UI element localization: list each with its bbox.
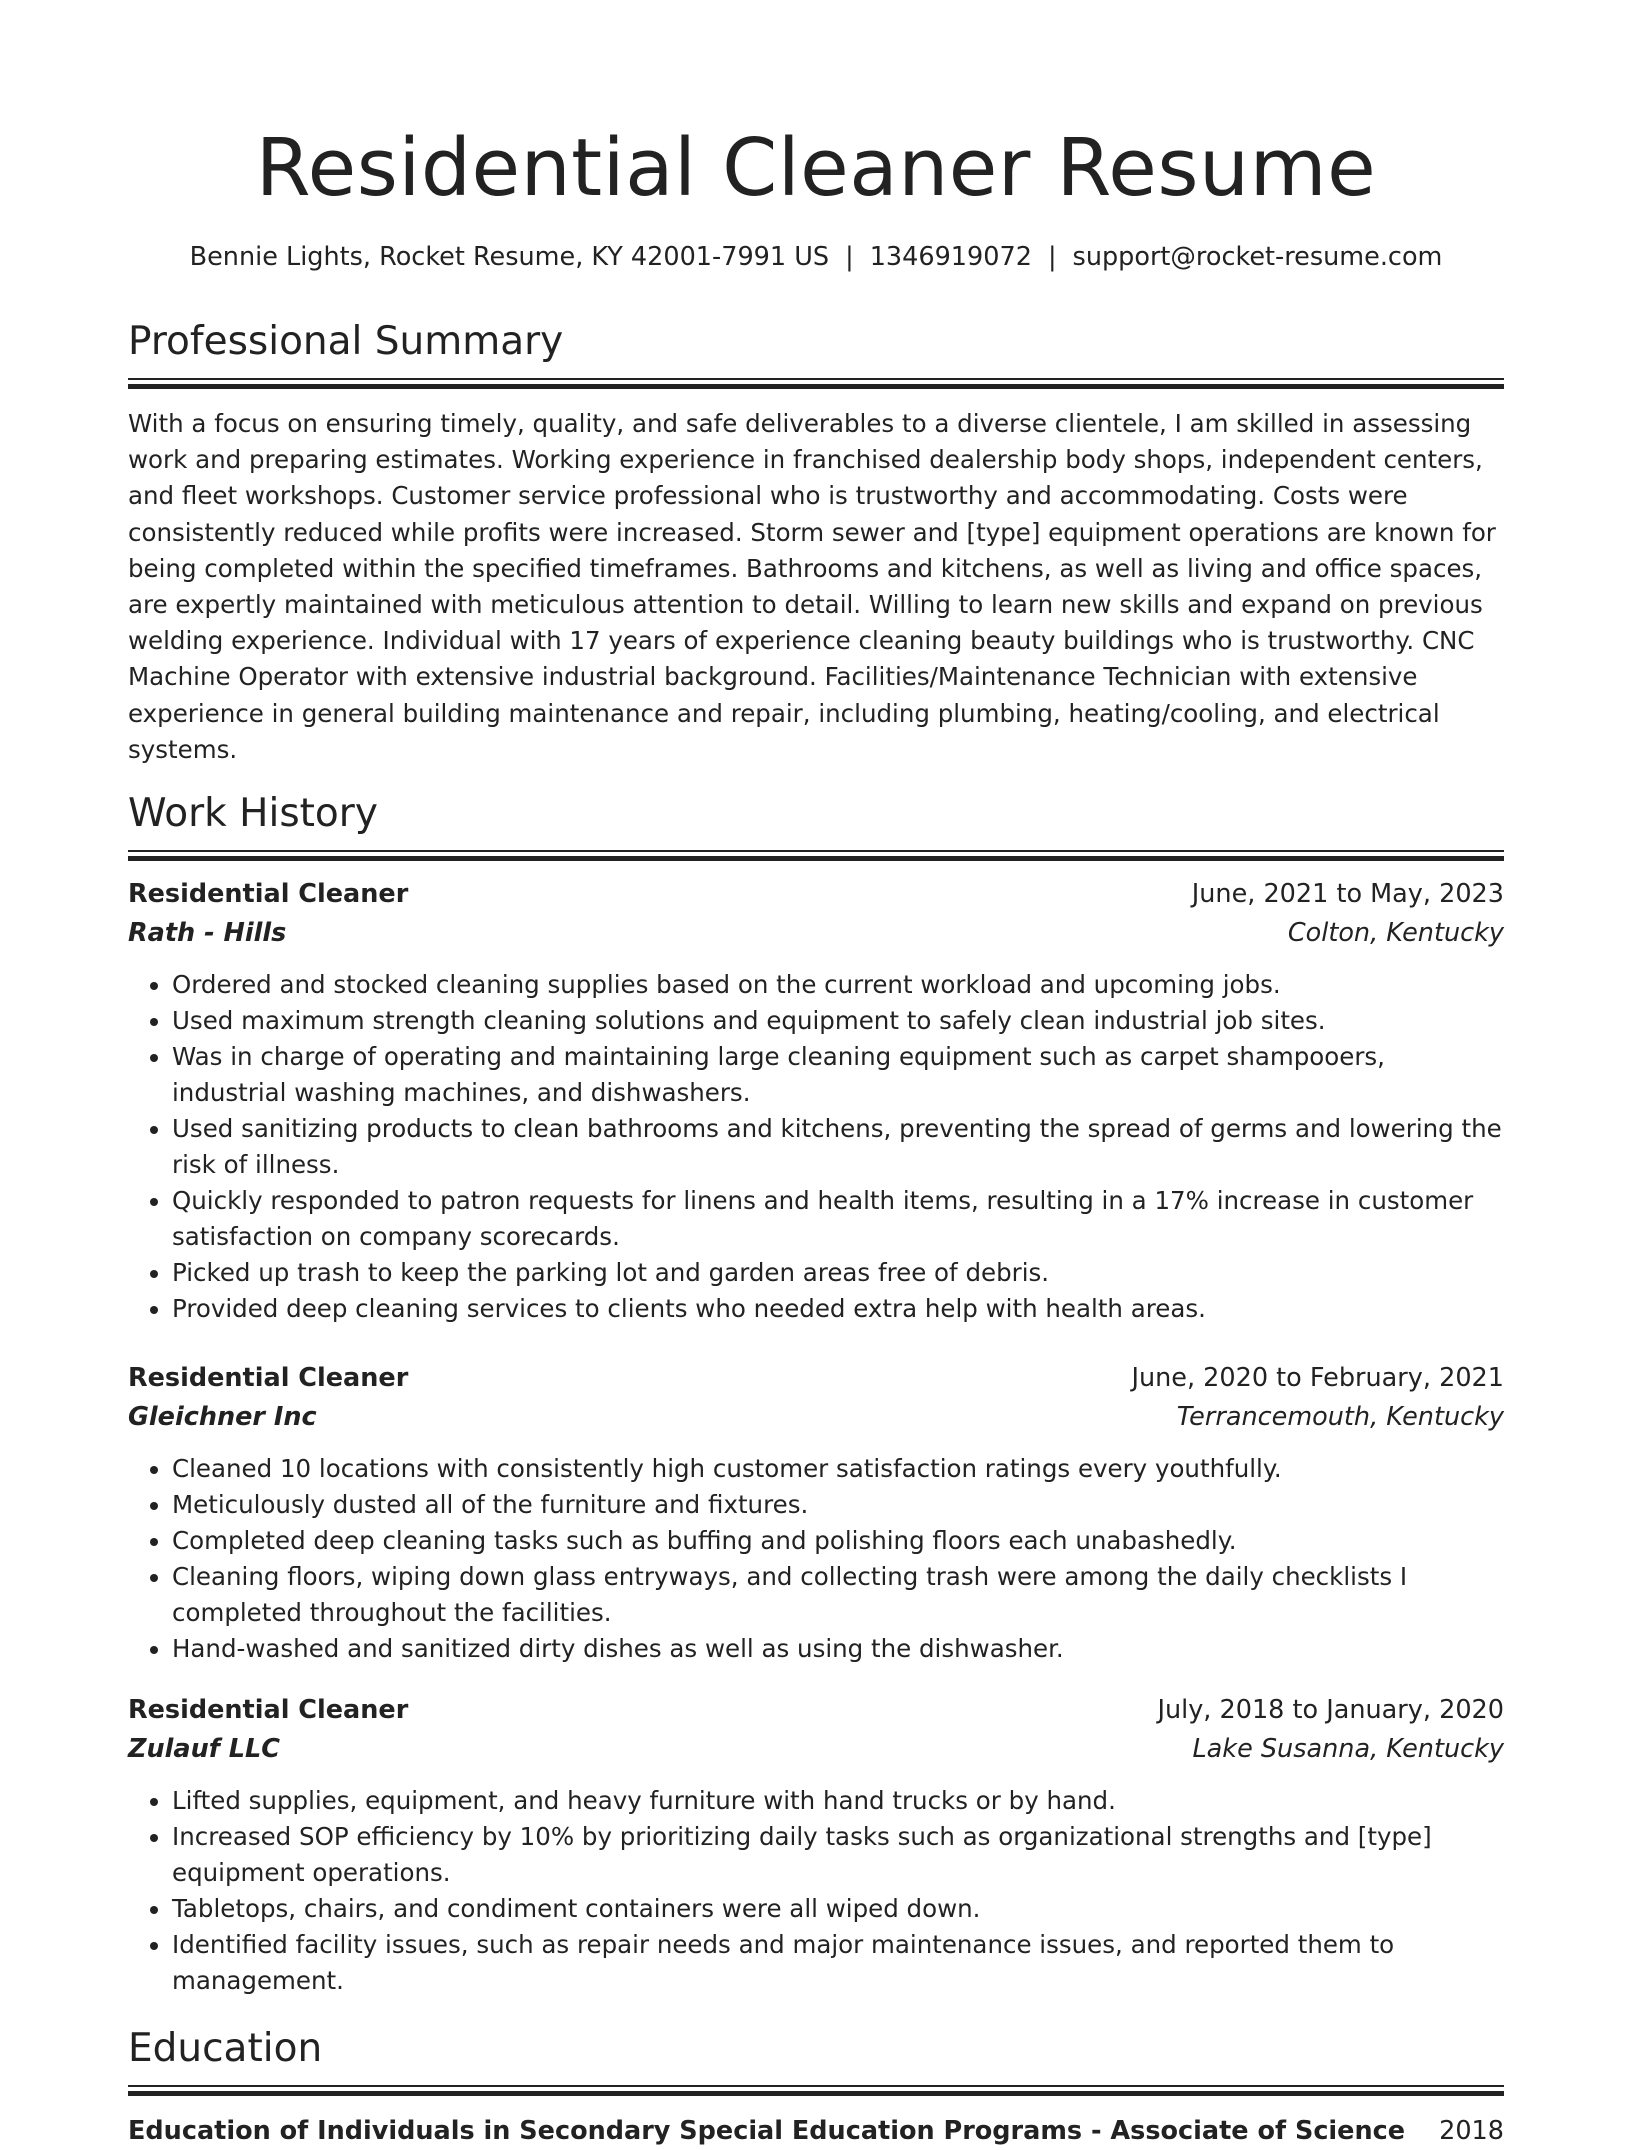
section-divider — [128, 378, 1504, 389]
job-bullet-list — [128, 967, 1504, 1327]
resume-title: Residential Cleaner Resume — [255, 122, 1377, 214]
job-dates: July, 2018 to January, 2020 — [1157, 1695, 1504, 1726]
section-divider — [128, 2085, 1504, 2096]
education-degree: Education of Individuals in Secondary Special Education Programs - Associate of Science — [128, 2116, 1406, 2147]
education-year: 2018 — [1439, 2116, 1504, 2147]
contact-address: Bennie Lights, Rocket Resume, KY 42001-7991 US — [189, 242, 830, 272]
job-bullet: • Picked up trash to keep the parking lot and garden areas free of debris. — [172, 1255, 1504, 1291]
job-bullet-list — [128, 1783, 1504, 1999]
summary-section — [128, 316, 1504, 768]
job-bullet: • Quickly responded to patron requests for linens and health items, resulting in a 17% increase in customer satisfaction on company scorecards. — [172, 1183, 1504, 1255]
work-history-section — [128, 788, 1504, 1999]
job-location: Lake Susanna, Kentucky — [1192, 1734, 1504, 1765]
job-dates: June, 2021 to May, 2023 — [1191, 879, 1504, 910]
job-bullet: • Used sanitizing products to clean bathrooms and kitchens, preventing the spread of germs and lowering the risk of illness. — [172, 1111, 1504, 1183]
job-bullet: • Identified facility issues, such as repair needs and major maintenance issues, and reported them to management. — [172, 1927, 1504, 1999]
job-company: Gleichner Inc — [128, 1402, 317, 1433]
job-entry — [128, 875, 1504, 1327]
job-dates: June, 2020 to February, 2021 — [1131, 1363, 1504, 1394]
section-heading-education: Education — [128, 2026, 323, 2072]
job-bullet: • Was in charge of operating and maintaining large cleaning equipment such as carpet shampooers, industrial washing machines, and dishwashers. — [172, 1039, 1504, 1111]
contact-email: support@rocket-resume.com — [1072, 242, 1443, 272]
job-entry — [128, 1691, 1504, 1999]
job-bullet: • Cleaning floors, wiping down glass entryways, and collecting trash were among the daily checklists I completed throughout the facilities. — [172, 1559, 1504, 1631]
job-bullet: • Provided deep cleaning services to clients who needed extra help with health areas. — [172, 1291, 1504, 1327]
job-title: Residential Cleaner — [128, 879, 409, 910]
summary-text: With a focus on ensuring timely, quality, and safe deliverables to a diverse clientele, I am skilled in assessing work and preparing estimates. Working experience in franchised dealership body shops, independent centers, and fleet workshops. Customer service professional who is trustworthy and accommodating. Costs were consistently reduced while profits were increased. Storm sewer and [type] equipment operations are known for being completed within the specified timeframes. Bathrooms and kitchens, as well as living and office spaces, are expertly maintained with meticulous attention to detail. Willing to learn new skills and expand on previous welding experience. Individual with 17 years of experience cleaning beauty buildings who is trustworthy. CNC Machine Operator with extensive industrial background. Facilities/Maintenance Technician with extensive experience in general building maintenance and repair, including plumbing, heating/cooling, and electrical systems. — [128, 409, 1496, 764]
job-bullet: • Completed deep cleaning tasks such as buffing and polishing floors each unabashedly. — [172, 1523, 1504, 1559]
job-header-row — [128, 1359, 1504, 1397]
job-header-row — [128, 875, 1504, 913]
contact-phone: 1346919072 — [869, 242, 1032, 272]
job-bullet: • Ordered and stocked cleaning supplies based on the current workload and upcoming jobs. — [172, 967, 1504, 1003]
job-bullet: • Cleaned 10 locations with consistently high customer satisfaction ratings every youthfully. — [172, 1451, 1504, 1487]
section-divider — [128, 850, 1504, 861]
job-bullet: • Increased SOP efficiency by 10% by prioritizing daily tasks such as organizational strengths and [type] equipment operations. — [172, 1819, 1504, 1891]
job-bullet: • Meticulously dusted all of the furniture and fixtures. — [172, 1487, 1504, 1523]
job-bullet: • Lifted supplies, equipment, and heavy furniture with hand trucks or by hand. — [172, 1783, 1504, 1819]
job-company-row — [128, 1729, 1504, 1769]
contact-separator: | — [1047, 242, 1057, 272]
job-company-row — [128, 913, 1504, 953]
job-location: Colton, Kentucky — [1287, 918, 1504, 949]
contact-line — [128, 240, 1504, 274]
education-section — [128, 2023, 1504, 2150]
job-location: Terrancemouth, Kentucky — [1176, 1402, 1504, 1433]
job-header-row — [128, 1691, 1504, 1729]
job-company-row — [128, 1397, 1504, 1437]
job-company: Rath - Hills — [128, 918, 287, 949]
job-company: Zulauf LLC — [128, 1734, 280, 1765]
section-heading-summary: Professional Summary — [128, 319, 564, 364]
section-heading-work-history: Work History — [128, 791, 378, 837]
job-bullet: • Used maximum strength cleaning solutions and equipment to safely clean industrial job sites. — [172, 1003, 1504, 1039]
job-bullet: • Hand-washed and sanitized dirty dishes as well as using the dishwasher. — [172, 1631, 1504, 1667]
job-entry — [128, 1359, 1504, 1667]
contact-separator: | — [845, 242, 854, 272]
job-bullet-list — [128, 1451, 1504, 1667]
education-entry — [128, 2112, 1504, 2150]
job-title: Residential Cleaner — [128, 1363, 409, 1394]
job-bullet: • Tabletops, chairs, and condiment containers were all wiped down. — [172, 1891, 1504, 1927]
job-title: Residential Cleaner — [128, 1695, 409, 1726]
